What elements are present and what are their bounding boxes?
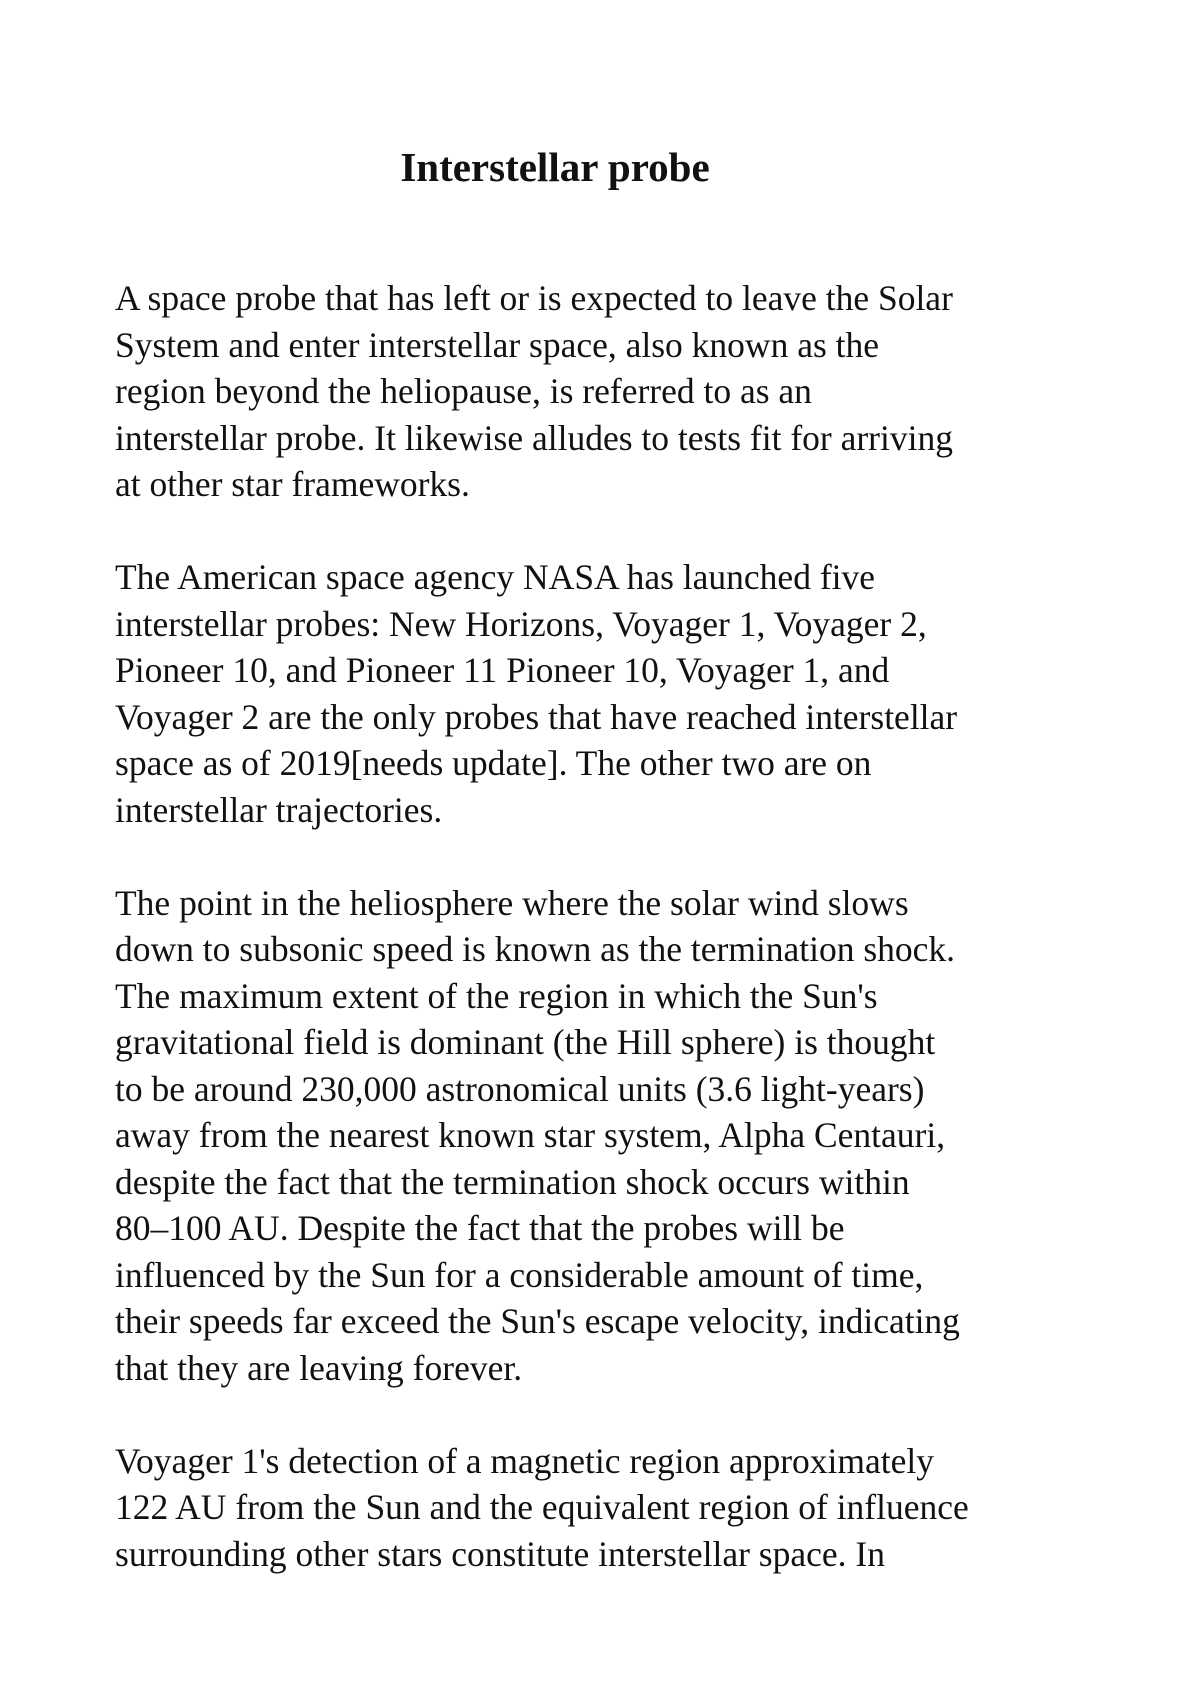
text-line: at other star frameworks.	[115, 464, 470, 504]
text-line: gravitational field is dominant (the Hill sphere) is thought	[115, 1022, 936, 1062]
text-line: The point in the heliosphere where the solar wind slows	[115, 882, 909, 923]
text-line: 122 AU from the Sun and the equivalent region of influence	[115, 1487, 969, 1527]
text-line: 80–100 AU. Despite the fact that the probes will be	[115, 1208, 845, 1248]
text-line: interstellar probe. It likewise alludes to tests fit for arriving	[115, 417, 953, 458]
text-line: their speeds far exceed the Sun's escape velocity, indicating	[115, 1301, 960, 1341]
text-line: The maximum extent of the region in which the Sun's	[115, 975, 878, 1016]
text-line: region beyond the heliopause, is referred to as an	[115, 371, 812, 411]
text-line: to be around 230,000 astronomical units (3.6 light-years)	[115, 1068, 925, 1109]
text-line: that they are leaving forever.	[115, 1347, 523, 1388]
paragraph-4	[115, 1438, 1115, 1578]
text-line: down to subsonic speed is known as the termination shock.	[115, 929, 956, 969]
text-line: Pioneer 10, and Pioneer 11 Pioneer 10, Voyager 1, and	[115, 650, 890, 690]
body-text	[115, 275, 1115, 1624]
text-line: The American space agency NASA has launched five	[115, 557, 876, 597]
text-line: System and enter interstellar space, also known as the	[115, 324, 880, 365]
text-line: influenced by the Sun for a considerable amount of time,	[115, 1254, 924, 1295]
paragraph-3	[115, 880, 1115, 1392]
text-line: away from the nearest known star system, Alpha Centauri,	[115, 1115, 946, 1155]
text-line: interstellar probes: New Horizons, Voyager 1, Voyager 2,	[115, 603, 927, 644]
page-title: Interstellar probe	[400, 144, 710, 190]
text-line: A space probe that has left or is expected to leave the Solar	[115, 278, 953, 318]
paragraph-2	[115, 554, 1115, 833]
paragraph-1	[115, 275, 1115, 508]
text-line: surrounding other stars constitute interstellar space. In	[115, 1533, 885, 1574]
text-line: Voyager 2 are the only probes that have reached interstellar	[115, 696, 958, 737]
text-line: interstellar trajectories.	[115, 789, 443, 830]
text-line: space as of 2019[needs update]. The other two are on	[115, 743, 872, 783]
text-line: Voyager 1's detection of a magnetic region approximately	[115, 1440, 935, 1481]
text-line: despite the fact that the termination shock occurs within	[115, 1161, 910, 1202]
